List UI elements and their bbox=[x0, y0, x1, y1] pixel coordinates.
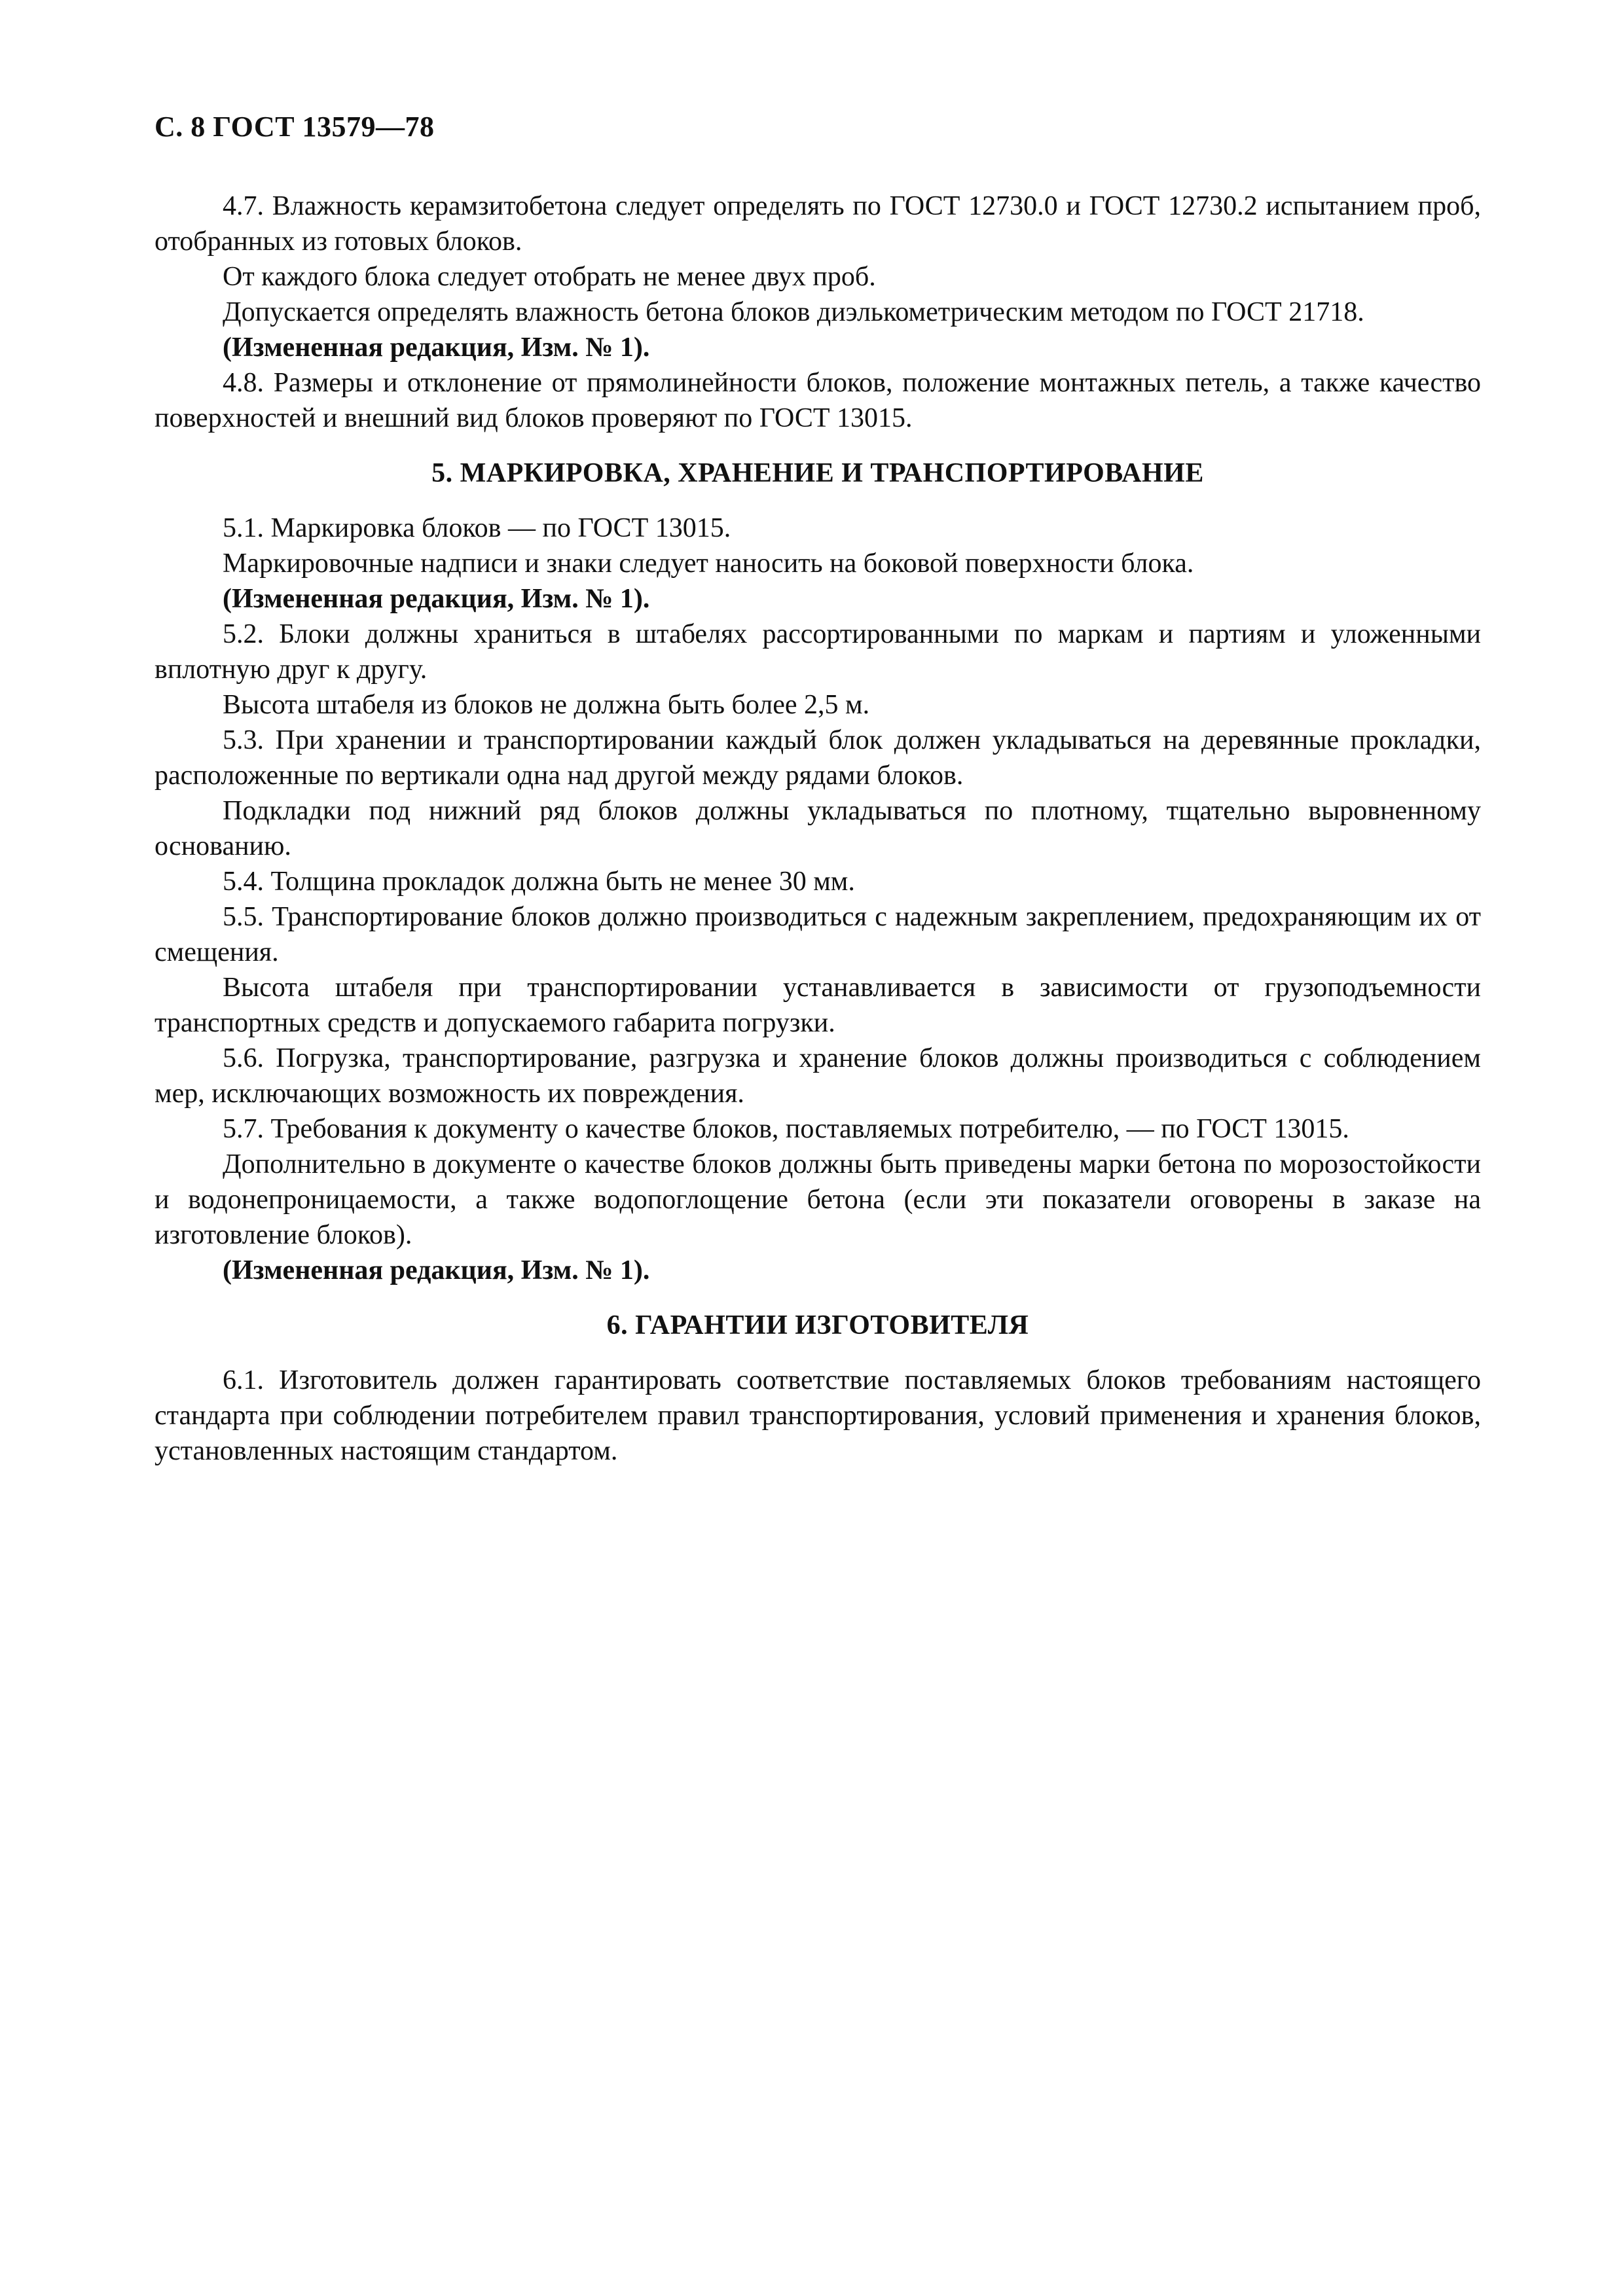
paragraph-5-7: 5.7. Требования к документу о качестве блоков, поставляемых потребителю, — по ГОСТ 13015. bbox=[223, 1114, 1349, 1144]
paragraph-5-1: 5.1. Маркировка блоков — по ГОСТ 13015. bbox=[223, 513, 731, 543]
amendment-note: (Измененная редакция, Изм. № 1). bbox=[223, 332, 650, 363]
page-header: С. 8 ГОСТ 13579—78 bbox=[155, 111, 435, 143]
paragraph-5-2-height: Высота штабеля из блоков не должна быть более 2,5 м. bbox=[223, 690, 870, 720]
paragraph-5-4: 5.4. Толщина прокладок должна быть не менее 30 мм. bbox=[223, 867, 855, 897]
paragraph-4-7: 4.7. Влажность керамзитобетона следует определять по ГОСТ 12730.0 и ГОСТ 12730.2 испытанием проб, отобранных из готовых блоков. bbox=[155, 191, 1481, 257]
amendment-note: (Измененная редакция, Изм. № 1). bbox=[223, 1255, 650, 1285]
paragraph-5-1-marks: Маркировочные надписи и знаки следует наносить на боковой поверхности блока. bbox=[223, 548, 1194, 579]
document-body bbox=[155, 188, 1481, 1469]
paragraph-4-7-method: Допускается определять влажность бетона блоков диэлькометрическим методом по ГОСТ 21718. bbox=[223, 297, 1364, 327]
paragraph-5-5: 5.5. Транспортирование блоков должно производиться с надежным закреплением, предохраняющим их от смещения. bbox=[155, 902, 1481, 967]
paragraph-5-5-height: Высота штабеля при транспортировании устанавливается в зависимости от грузоподъемности транспортных средств и допускаемого габарита погрузки. bbox=[155, 973, 1481, 1038]
paragraph-4-8: 4.8. Размеры и отклонение от прямолинейности блоков, положение монтажных петель, а также качество поверхностей и внешний вид блоков проверяют по ГОСТ 13015. bbox=[155, 368, 1481, 433]
paragraph-5-3-base: Подкладки под нижний ряд блоков должны укладываться по плотному, тщательно выровненному основанию. bbox=[155, 796, 1481, 861]
section-5-title: 5. МАРКИРОВКА, ХРАНЕНИЕ И ТРАНСПОРТИРОВАНИЕ bbox=[431, 458, 1204, 488]
paragraph-5-6: 5.6. Погрузка, транспортирование, разгрузка и хранение блоков должны производиться с соблюдением мер, исключающих возможность их повреждения. bbox=[155, 1043, 1481, 1109]
paragraph-6-1: 6.1. Изготовитель должен гарантировать соответствие поставляемых блоков требованиям настоящего стандарта при соблюдении потребителем правил транспортирования, условий применения и хранения блоков, установленных настоящим стандартом. bbox=[155, 1365, 1481, 1466]
section-6-title: 6. ГАРАНТИИ ИЗГОТОВИТЕЛЯ bbox=[606, 1310, 1029, 1340]
paragraph-4-7-samples: От каждого блока следует отобрать не менее двух проб. bbox=[223, 262, 876, 292]
paragraph-5-3: 5.3. При хранении и транспортировании каждый блок должен укладываться на деревянные прокладки, расположенные по вертикали одна над другой между рядами блоков. bbox=[155, 725, 1481, 791]
amendment-note: (Измененная редакция, Изм. № 1). bbox=[223, 584, 650, 614]
paragraph-5-2: 5.2. Блоки должны храниться в штабелях рассортированными по маркам и партиям и уложенными вплотную друг к другу. bbox=[155, 619, 1481, 685]
paragraph-5-7-document: Дополнительно в документе о качестве блоков должны быть приведены марки бетона по морозостойкости и водонепроницаемости, а также водопоглощение бетона (если эти показатели оговорены в заказе на изготовление блоков). bbox=[155, 1149, 1481, 1250]
